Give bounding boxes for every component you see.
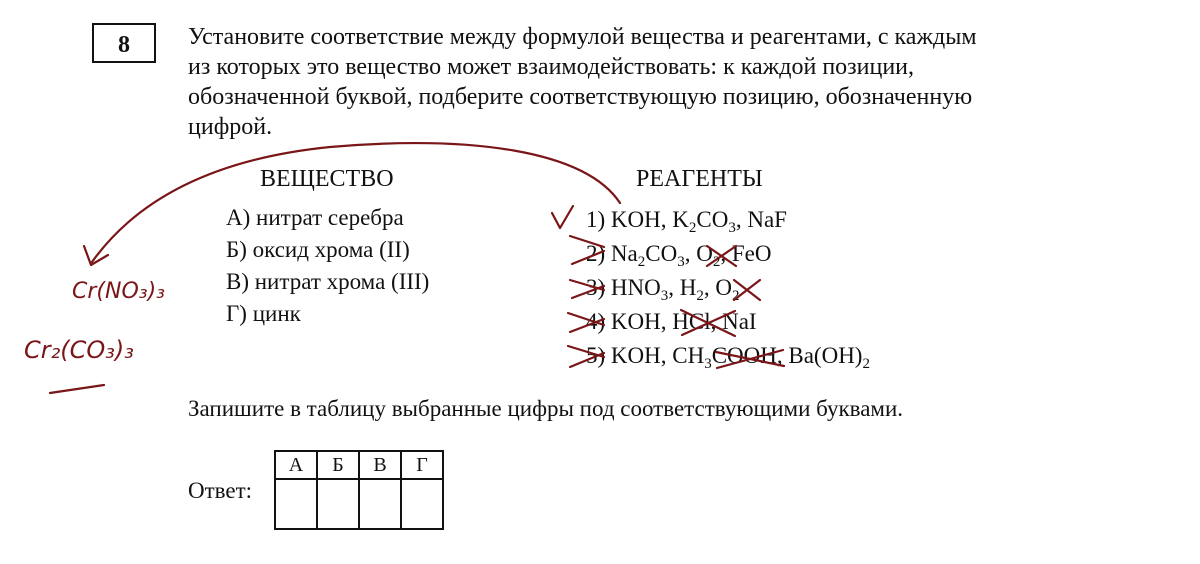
- answer-col-a: А: [275, 451, 317, 479]
- reagent-item-3: 3) $HNO_3$, $H_2$, $O_2$: [586, 275, 740, 304]
- answer-col-b: Б: [317, 451, 359, 479]
- answer-label: Ответ:: [188, 478, 253, 503]
- reagents-header: РЕАГЕНТЫ: [636, 166, 763, 192]
- handwritten-formula-1: Cr(NO₃)₃: [72, 279, 165, 304]
- reagent-item-5: 5) KOH, $CH_3COOH$, $Ba(OH)_2$: [586, 343, 870, 372]
- answer-col-g: Г: [401, 451, 443, 479]
- answer-col-v: В: [359, 451, 401, 479]
- handwritten-formula-2: Cr₂(CO₃)₃: [24, 336, 134, 364]
- strike-o2-2: [707, 246, 736, 266]
- arrow-curve: [92, 143, 620, 262]
- instruction-text: Запишите в таблицу выбранные цифры под соответствующими буквами.: [188, 396, 904, 421]
- question-line: Установите соответствие между формулой вещества и реагентами, с каждым: [188, 24, 977, 50]
- underline: [50, 385, 104, 393]
- question-line: цифрой.: [188, 114, 273, 140]
- question-number: 8: [92, 23, 156, 63]
- question-line: из которых это вещество может взаимодействовать: к каждой позиции,: [188, 54, 915, 80]
- check-mark: [552, 206, 573, 228]
- substances-header: ВЕЩЕСТВО: [260, 166, 394, 192]
- substance-item: Б) оксид хрома (II): [226, 237, 410, 262]
- reagent-item-4: 4) KOH, HCl, NaI: [586, 309, 757, 334]
- substance-item: В) нитрат хрома (III): [226, 269, 430, 294]
- substance-item: А) нитрат серебра: [226, 205, 404, 230]
- strike-hcl: [681, 310, 735, 336]
- question-line: обозначенной буквой, подберите соответствующую позицию, обозначенную: [188, 84, 973, 110]
- strike-o2-3: [734, 280, 760, 300]
- strike-3: [570, 280, 604, 298]
- strike-5: [568, 346, 604, 367]
- strike-4: [568, 313, 604, 332]
- strike-cooh: [716, 350, 784, 368]
- substance-item: Г) цинк: [226, 301, 301, 326]
- strike-2: [570, 236, 604, 264]
- reagent-item-2: 2) $Na_2CO_3$, $O_2$, FeO: [586, 241, 772, 270]
- reagent-item-1: 1) KOH, $K_2CO_3$, NaF: [586, 207, 787, 236]
